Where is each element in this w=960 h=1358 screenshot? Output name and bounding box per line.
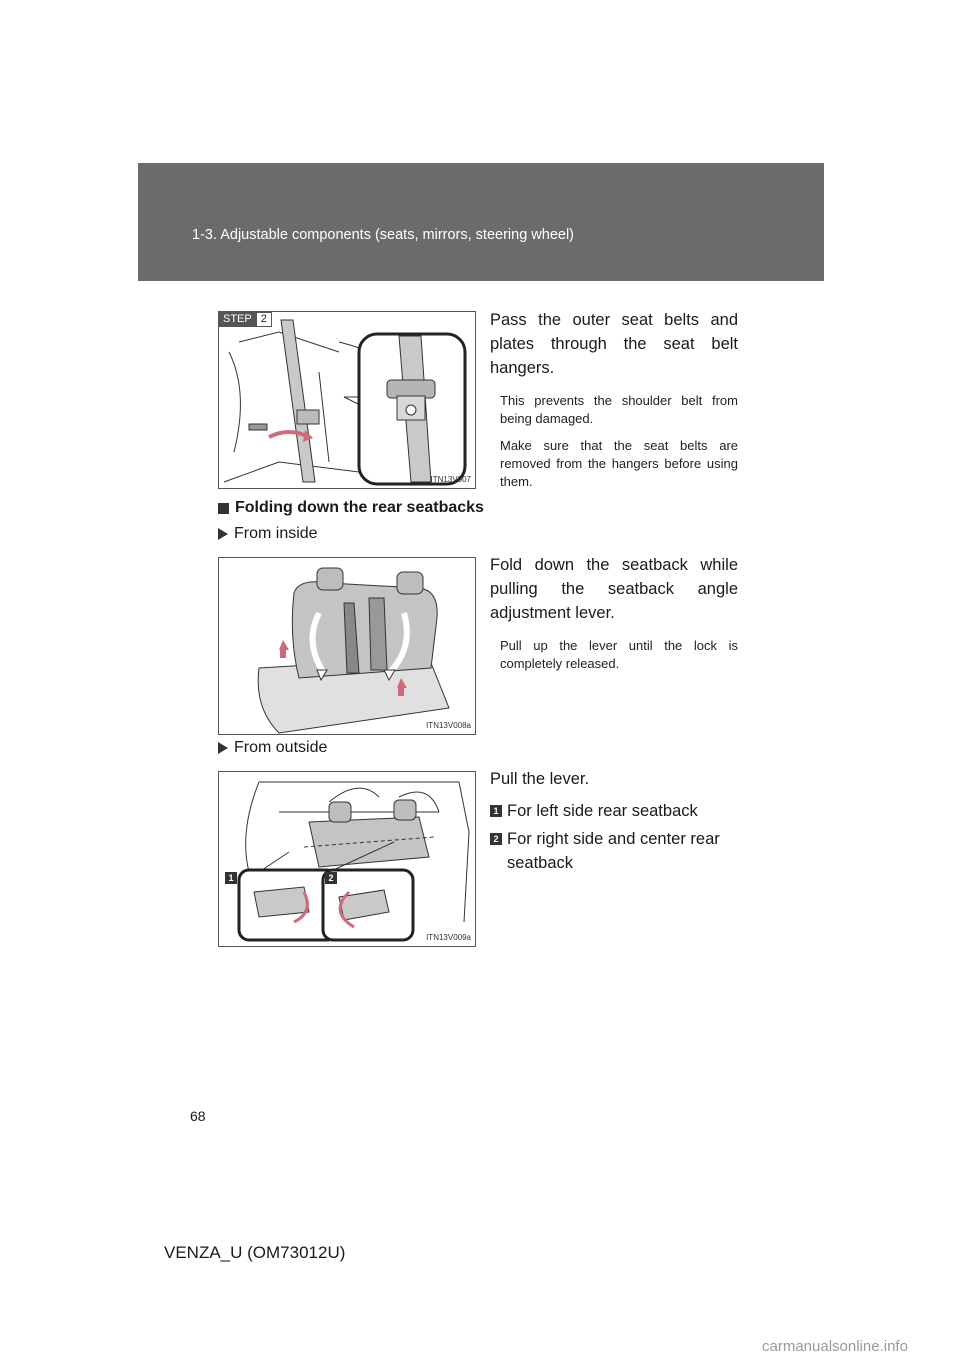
outside-text-block <box>490 767 738 875</box>
seat-belt-hanger-figure <box>218 311 476 489</box>
rear-seat-outside-figure <box>218 771 476 947</box>
inside-text-block <box>490 553 738 673</box>
cargo-area-illustration <box>219 772 475 946</box>
inside-instruction: Fold down the seatback while pulling the seatback angle adjustment lever. <box>490 556 738 622</box>
from-outside-heading <box>218 739 327 757</box>
inside-note: Pull up the lever until the lock is completely released. <box>500 638 738 671</box>
from-inside-label: From inside <box>234 525 318 542</box>
step-note-2: Make sure that the seat belts are removed from the hangers before using them. <box>500 438 738 489</box>
square-bullet-icon <box>218 503 229 514</box>
figure-code: ITN13V008a <box>426 721 471 730</box>
watermark: carmanualsonline.info <box>762 1338 908 1355</box>
outside-item-2-text: For right side and center rear seatback <box>507 830 720 872</box>
page-number: 68 <box>190 1108 206 1124</box>
triangle-bullet-icon <box>218 742 228 754</box>
rear-seat-inside-figure <box>218 557 476 735</box>
outside-instruction: Pull the lever. <box>490 770 590 788</box>
outside-item-1-text: For left side rear seatback <box>507 802 698 820</box>
seat-belt-illustration <box>219 312 475 488</box>
section-heading-text: Folding down the rear seatbacks <box>235 499 484 516</box>
callout-1: 1 <box>225 872 237 884</box>
step-number: 2 <box>256 312 272 327</box>
step-note-1: This prevents the shoulder belt from being damaged. <box>500 393 738 426</box>
triangle-bullet-icon <box>218 528 228 540</box>
section-title: 1-3. Adjustable components (seats, mirrors, steering wheel) <box>192 227 575 243</box>
outside-item-2 <box>490 827 738 875</box>
step-instruction: Pass the outer seat belts and plates through the seat belt hangers. <box>490 311 738 377</box>
outside-item-1 <box>490 799 738 823</box>
figure-code: ITN13V009a <box>426 933 471 942</box>
step-word: STEP <box>219 312 256 327</box>
callout-2: 2 <box>325 872 337 884</box>
section-heading <box>218 499 484 517</box>
rear-seat-illustration <box>219 558 475 734</box>
number-1-icon: 1 <box>490 805 502 817</box>
number-2-icon: 2 <box>490 833 502 845</box>
from-outside-label: From outside <box>234 739 328 756</box>
footer-code: VENZA_U (OM73012U) <box>164 1243 346 1262</box>
header-band <box>138 163 824 281</box>
step-text-block <box>490 308 738 491</box>
from-inside-heading <box>218 525 318 543</box>
figure-code: ITN13V007 <box>430 475 471 484</box>
